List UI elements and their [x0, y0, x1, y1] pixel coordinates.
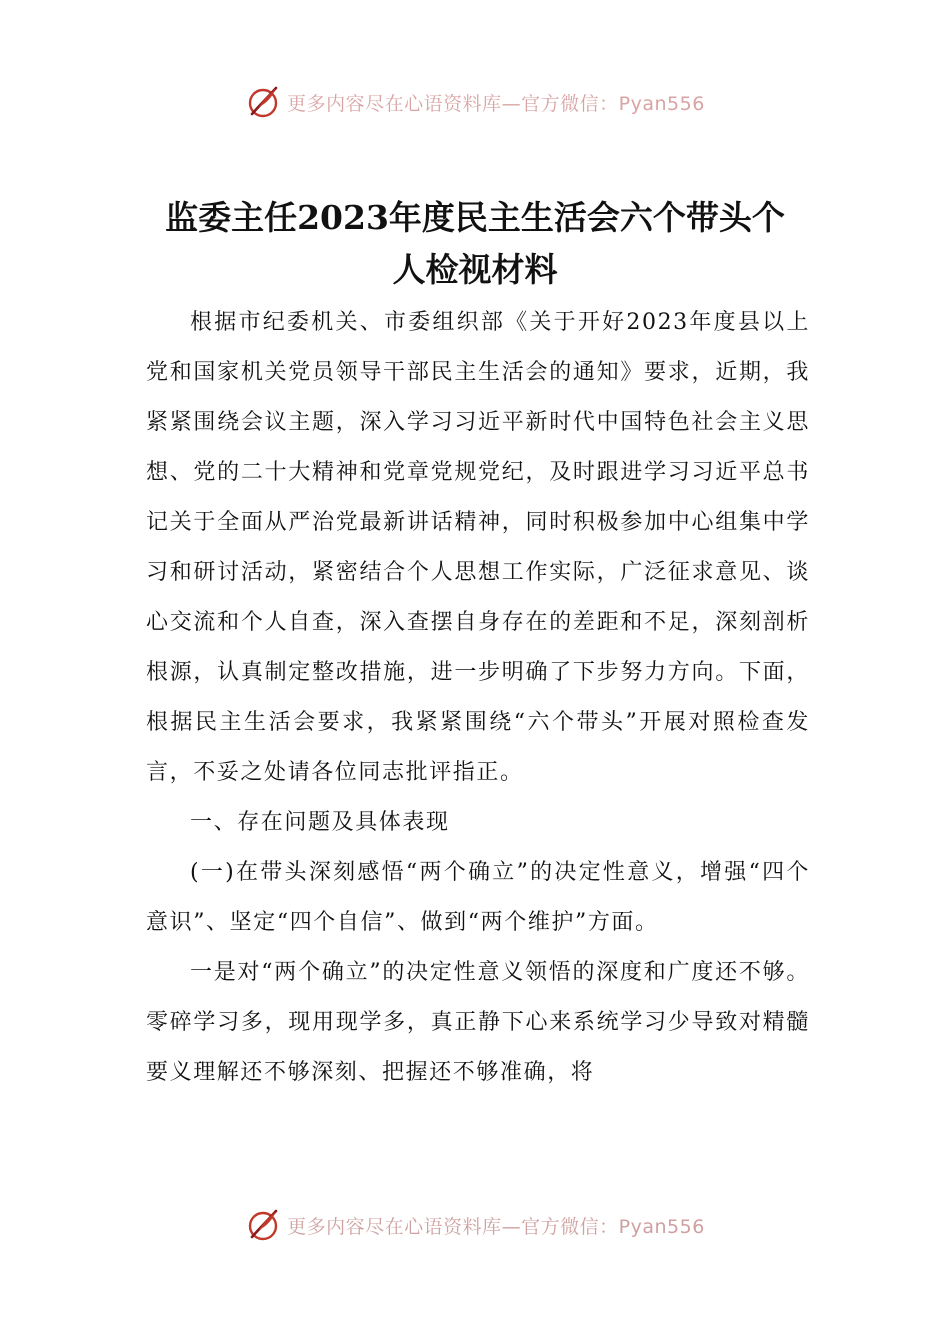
subsection-paragraph: (一)在带头深刻感悟“两个确立”的决定性意义，增强“四个意识”、坚定“四个自信”、做到“两个维护”方面。	[146, 860, 810, 935]
feather-seal-logo-icon	[245, 1207, 281, 1243]
feather-seal-logo-icon	[245, 84, 281, 120]
document-body	[146, 298, 810, 1098]
point-paragraph: 一是对“两个确立”的决定性意义领悟的深度和广度还不够。零碎学习多，现用现学多，真正静下心来系统学习少导致对精髓要义理解还不够深刻、把握还不够准确，将	[146, 960, 810, 1085]
section-heading: 一、存在问题及具体表现	[190, 810, 450, 835]
watermark-text: 更多内容尽在心语资料库—官方微信：Pyan556	[287, 1215, 705, 1238]
document-title	[0, 192, 950, 296]
footer-watermark-banner	[0, 1205, 950, 1245]
intro-paragraph: 根据市纪委机关、市委组织部《关于开好2023年度县以上党和国家机关党员领导干部民主生活会的通知》要求，近期，我紧紧围绕会议主题，深入学习习近平新时代中国特色社会主义思想、党的二十大精神和党章党规党纪，及时跟进学习习近平总书记关于全面从严治党最新讲话精神，同时积极参加中心组集中学习和研讨活动，紧密结合个人思想工作实际，广泛征求意见、谈心交流和个人自查，深入查摆自身存在的差距和不足，深刻剖析根源，认真制定整改措施，进一步明确了下步努力方向。下面，根据民主生活会要求，我紧紧围绕“六个带头”开展对照检查发言，不妥之处请各位同志批评指正。	[146, 310, 810, 785]
title-line-1: 监委主任2023年度民主生活会六个带头个	[165, 198, 785, 237]
watermark-text: 更多内容尽在心语资料库—官方微信：Pyan556	[287, 92, 705, 115]
title-line-2: 人检视材料	[392, 250, 558, 289]
header-watermark-banner	[0, 82, 950, 122]
